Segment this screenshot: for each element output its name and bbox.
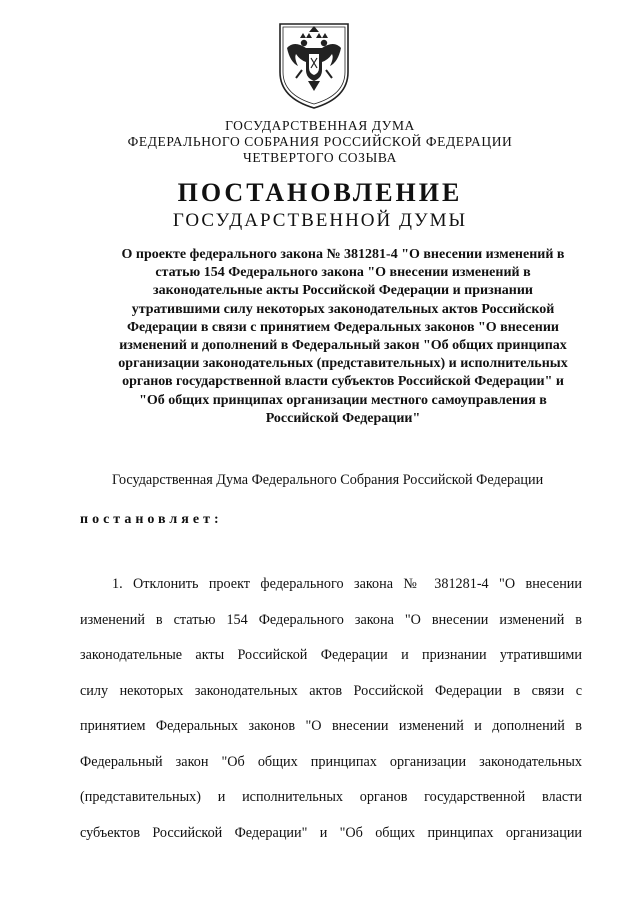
paragraph-line: Федеральный закон "Об общих принципах организации законодательных	[80, 753, 582, 770]
document-subject: О проекте федерального закона № 381281-4 "О внесении изменений в статью 154 Федерального закона "О внесении изменений в законодательные акты Российской Федерации и признании утратившими силу некоторых законодательных актов Российской Федерации в связи с принятием Федеральных законов "О внесении изменений и дополнений в Федеральный закон "Об общих принципах организации законодательных (представительных) и исполнительных органов государственной власти субъектов Российской Федерации" и "Об общих принципах организации местного самоуправления в Российской Федерации"	[118, 247, 568, 426]
document-title: ПОСТАНОВЛЕНИЕ	[177, 178, 463, 207]
paragraph-line: 1. Отклонить проект федерального закона № 381281-4 "О внесении	[112, 576, 582, 592]
resolves-text: постановляет:	[80, 512, 223, 527]
paragraph-line: субъектов Российской Федерации" и "Об общих принципах организации	[80, 824, 582, 841]
intro-text: Государственная Дума Федерального Собрания Российской Федерации	[112, 472, 544, 488]
paragraph-line: силу некоторых законодательных актов Российской Федерации в связи с	[80, 682, 582, 699]
state-emblem-icon	[274, 18, 354, 110]
convocation: ЧЕТВЕРТОГО СОЗЫВА	[243, 150, 397, 165]
paragraph-line: принятием Федеральных законов "О внесении изменений и дополнений в	[80, 718, 582, 734]
paragraph-line: законодательные акты Российской Федерации и признании утратившими	[80, 647, 582, 663]
assembly-name: ФЕДЕРАЛЬНОГО СОБРАНИЯ РОССИЙСКОЙ ФЕДЕРАЦИИ	[127, 134, 513, 149]
document-subtitle: ГОСУДАРСТВЕННОЙ ДУМЫ	[172, 210, 468, 231]
paragraph-line: (представительных) и исполнительных органов государственной власти	[80, 789, 582, 805]
duma-name: ГОСУДАРСТВЕННАЯ ДУМА	[225, 118, 415, 133]
paragraph-line: изменений в статью 154 Федерального закона "О внесении изменений в	[80, 611, 582, 628]
